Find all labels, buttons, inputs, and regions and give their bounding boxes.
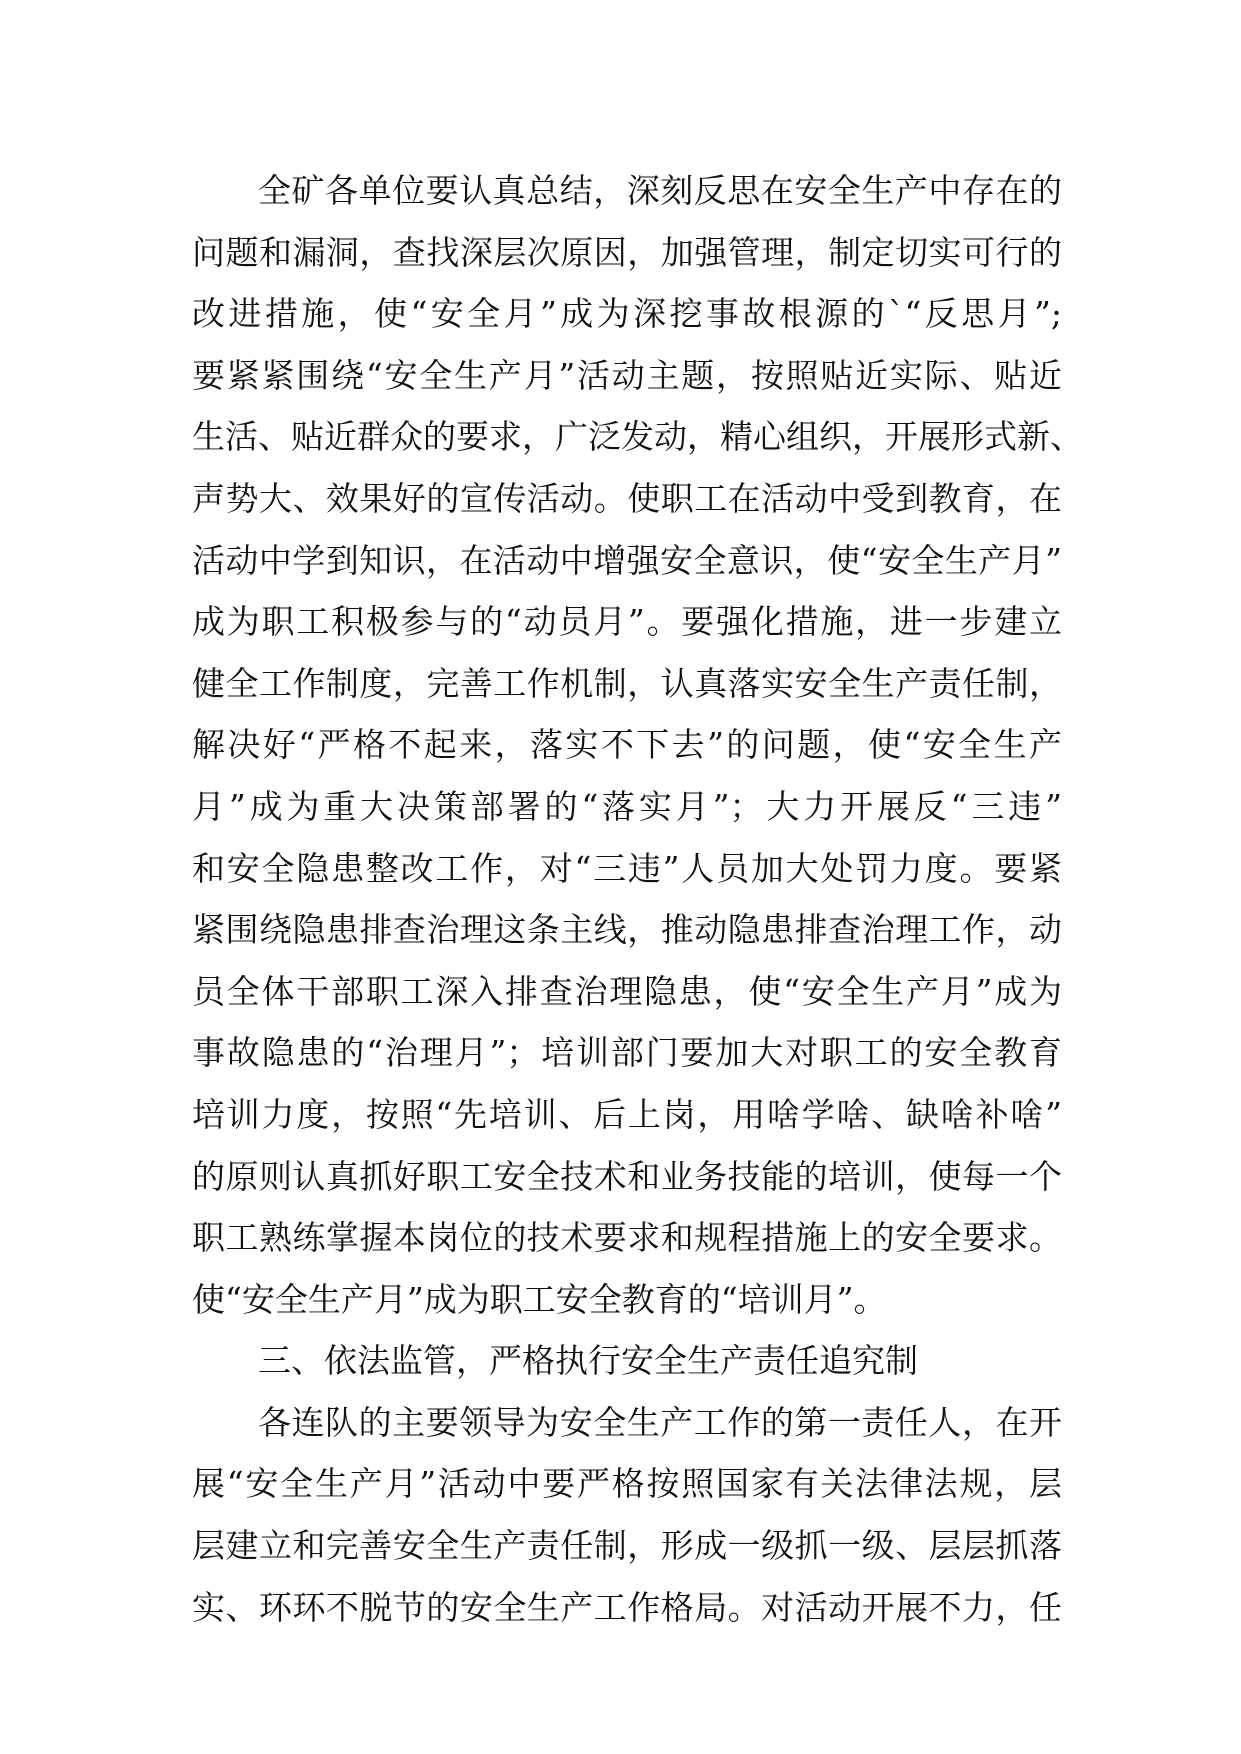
paragraph-line: 展“安全生产月”活动中要严格按照国家有关法律法规，层 <box>192 1464 1062 1504</box>
paragraph-line: 员全体干部职工深入排查治理隐患，使“安全生产月”成为 <box>192 971 1062 1011</box>
section-heading: 三、依法监管，严格执行安全生产责任追究制 <box>258 1341 918 1381</box>
paragraph-line: 声势大、效果好的宣传活动。使职工在活动中受到教育，在 <box>192 478 1062 518</box>
paragraph-line: 使“安全生产月”成为职工安全教育的“培训月”。 <box>192 1279 887 1319</box>
paragraph-line: 健全工作制度，完善工作机制，认真落实安全生产责任制， <box>192 663 1062 703</box>
paragraph-line: 和安全隐患整改工作，对“三违”人员加大处罚力度。要紧 <box>192 848 1062 888</box>
paragraph-line: 实、环环不脱节的安全生产工作格局。对活动开展不力，任 <box>192 1587 1062 1627</box>
paragraph-line: 紧围绕隐患排查治理这条主线，推动隐患排查治理工作，动 <box>192 910 1062 950</box>
body-text <box>192 160 1083 1638</box>
paragraph-line: 要紧紧围绕“安全生产月”活动主题，按照贴近实际、贴近 <box>192 355 1062 395</box>
paragraph-line: 的原则认真抓好职工安全技术和业务技能的培训，使每一个 <box>192 1156 1062 1196</box>
paragraph-line: 问题和漏洞，查找深层次原因，加强管理，制定切实可行的 <box>192 232 1062 272</box>
paragraph-line: 事故隐患的“治理月”；培训部门要加大对职工的安全教育 <box>192 1033 1062 1073</box>
paragraph-line: 成为职工积极参与的“动员月”。要强化措施，进一步建立 <box>192 602 1062 642</box>
paragraph-line: 培训力度，按照“先培训、后上岗，用啥学啥、缺啥补啥” <box>192 1094 1062 1134</box>
paragraph-line: 层建立和完善安全生产责任制，形成一级抓一级、层层抓落 <box>192 1526 1062 1566</box>
paragraph-line: 改进措施，使“安全月”成为深挖事故根源的`“反思月”; <box>192 294 1062 334</box>
paragraph-line: 活动中学到知识，在活动中增强安全意识，使“安全生产月” <box>192 540 1062 580</box>
paragraph-line: 生活、贴近群众的要求，广泛发动，精心组织，开展形式新、 <box>192 417 1083 457</box>
paragraph-line: 全矿各单位要认真总结，深刻反思在安全生产中存在的 <box>258 171 1062 210</box>
paragraph-line: 职工熟练掌握本岗位的技术要求和规程措施上的安全要求。 <box>192 1218 1062 1258</box>
paragraph-line: 各连队的主要领导为安全生产工作的第一责任人，在开 <box>258 1402 1062 1442</box>
paragraph-line: 月”成为重大决策部署的“落实月”；大力开展反“三违” <box>192 786 1062 826</box>
paragraph-line: 解决好“严格不起来，落实不下去”的问题，使“安全生产 <box>192 725 1062 765</box>
